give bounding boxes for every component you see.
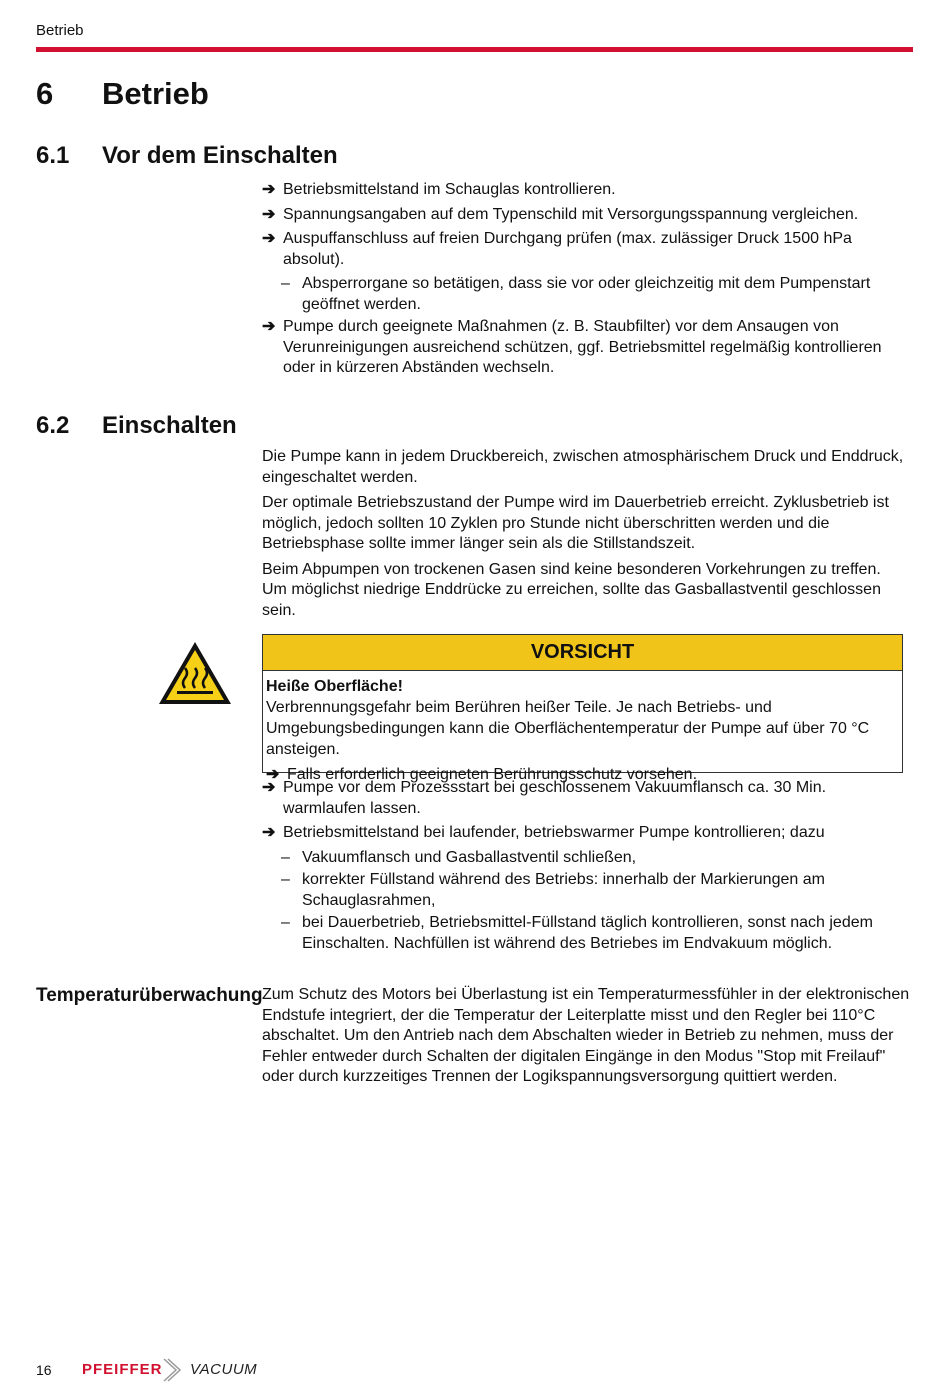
list-item: ➔ Pumpe durch geeignete Maßnahmen (z. B. Staubfilter) vor dem Ansaugen von Verunreinigungen ausreichend schützen, ggf. Betriebsmittel regelmäßig kontrollieren oder in kürzeren Abständen wechseln. [262, 318, 882, 376]
chapter-title: Betrieb [102, 76, 209, 111]
arrow-icon: ➔ [262, 779, 276, 796]
dash-icon: – [281, 914, 290, 931]
dash-icon: – [281, 275, 290, 292]
arrow-icon: ➔ [262, 205, 276, 223]
paragraph: Die Pumpe kann in jedem Druckbereich, zwischen atmosphärischem Druck und Enddruck, eingeschaltet werden. [262, 448, 904, 486]
caution-title: Heiße Oberfläche! [266, 678, 403, 695]
list-item: ➔ Betriebsmittelstand bei laufender, betriebswarmer Pumpe kontrollieren; dazu [262, 823, 910, 844]
section-number: 6.2 [36, 412, 70, 439]
section-heading-6-1 [36, 142, 338, 170]
section-2-steps [262, 778, 910, 956]
section-1-body [262, 180, 910, 383]
temperature-heading: Temperaturüberwachung [36, 985, 263, 1006]
arrow-icon: ➔ [266, 766, 280, 783]
dash-icon: – [281, 871, 290, 888]
dash-icon: – [281, 848, 290, 866]
arrow-icon: ➔ [262, 230, 276, 247]
page-number: 16 [36, 1362, 52, 1378]
hot-surface-warning-icon [157, 640, 233, 706]
section-title: Einschalten [102, 412, 237, 439]
section-title: Vor dem Einschalten [102, 142, 338, 169]
list-item: – bei Dauerbetrieb, Betriebsmittel-Füllstand täglich kontrollieren, sonst nach jedem Einschalten. Nachfüllen ist während des Betriebes im Endvakuum möglich. [281, 914, 873, 952]
paragraph: Beim Abpumpen von trockenen Gasen sind keine besonderen Vorkehrungen zu treffen. Um möglichst niedrige Enddrücke zu erreichen, sollte das Gasballastventil geschlossen sein. [262, 560, 881, 619]
chapter-heading [36, 76, 209, 112]
logo-brand: PFEIFFER [82, 1361, 163, 1378]
logo-sub: VACUUM [190, 1361, 258, 1378]
pfeiffer-vacuum-logo [82, 1357, 262, 1383]
caution-action: ➔ Falls erforderlich geeigneten Berührungsschutz vorsehen. [266, 766, 698, 783]
caution-text: Verbrennungsgefahr beim Berühren heißer Teile. Je nach Betriebs- und Umgebungsbedingungen kann die Oberflächentemperatur der Pumpe auf über 70 °C ansteigen. [266, 699, 870, 758]
arrow-icon: ➔ [262, 824, 276, 841]
list-item: – korrekter Füllstand während des Betriebs: innerhalb der Markierungen am Schauglasrahmen, [281, 871, 825, 909]
caution-box [262, 634, 903, 783]
list-item: – Absperrorgane so betätigen, dass sie vor oder gleichzeitig mit dem Pumpenstart geöffnet werden. [281, 275, 871, 313]
list-item: ➔ Pumpe vor dem Prozessstart bei geschlossenem Vakuumflansch ca. 30 Min. warmlaufen lassen. [262, 779, 827, 817]
list-item: – Vakuumflansch und Gasballastventil schließen, [262, 848, 910, 869]
list-item: ➔ Spannungsangaben auf dem Typenschild mit Versorgungsspannung vergleichen. [262, 205, 910, 226]
section-2-body [262, 447, 910, 626]
caution-body [263, 671, 902, 785]
section-number: 6.1 [36, 142, 70, 169]
section-heading-6-2 [36, 412, 237, 440]
list-item: ➔ Auspuffanschluss auf freien Durchgang prüfen (max. zulässiger Druck 1500 hPa absolut). [262, 230, 852, 268]
arrow-icon: ➔ [262, 318, 276, 335]
chapter-number: 6 [36, 76, 54, 111]
header-rule [36, 47, 913, 52]
running-header: Betrieb [36, 22, 84, 39]
paragraph: Zum Schutz des Motors bei Überlastung ist ein Temperaturmessfühler in der elektronischen Endstufe integriert, der die Temperatur der Leiterplatte misst und den Regler bei 110°C abschaltet. Um den Antrieb nach dem Abschalten wieder in Betrieb zu nehmen, muss der Fehler entweder durch Schalten der digitalen Eingänge in den Modus "Stop mit Freilauf" oder durch kurzzeitiges Trennen der Logikspannungsversorgung quittiert werden. [262, 986, 910, 1085]
caution-label: VORSICHT [263, 635, 902, 671]
logo-swoosh-icon [162, 1357, 188, 1383]
list-item: ➔ Betriebsmittelstand im Schauglas kontrollieren. [262, 180, 910, 201]
paragraph: Der optimale Betriebszustand der Pumpe wird im Dauerbetrieb erreicht. Zyklusbetrieb ist möglich, jedoch sollten 10 Zyklen pro Stunde nicht überschritten werden und die Betriebsphase sollte immer länger sein als die Stillstandszeit. [262, 494, 889, 552]
temperature-body [262, 985, 910, 1093]
arrow-icon: ➔ [262, 181, 276, 198]
